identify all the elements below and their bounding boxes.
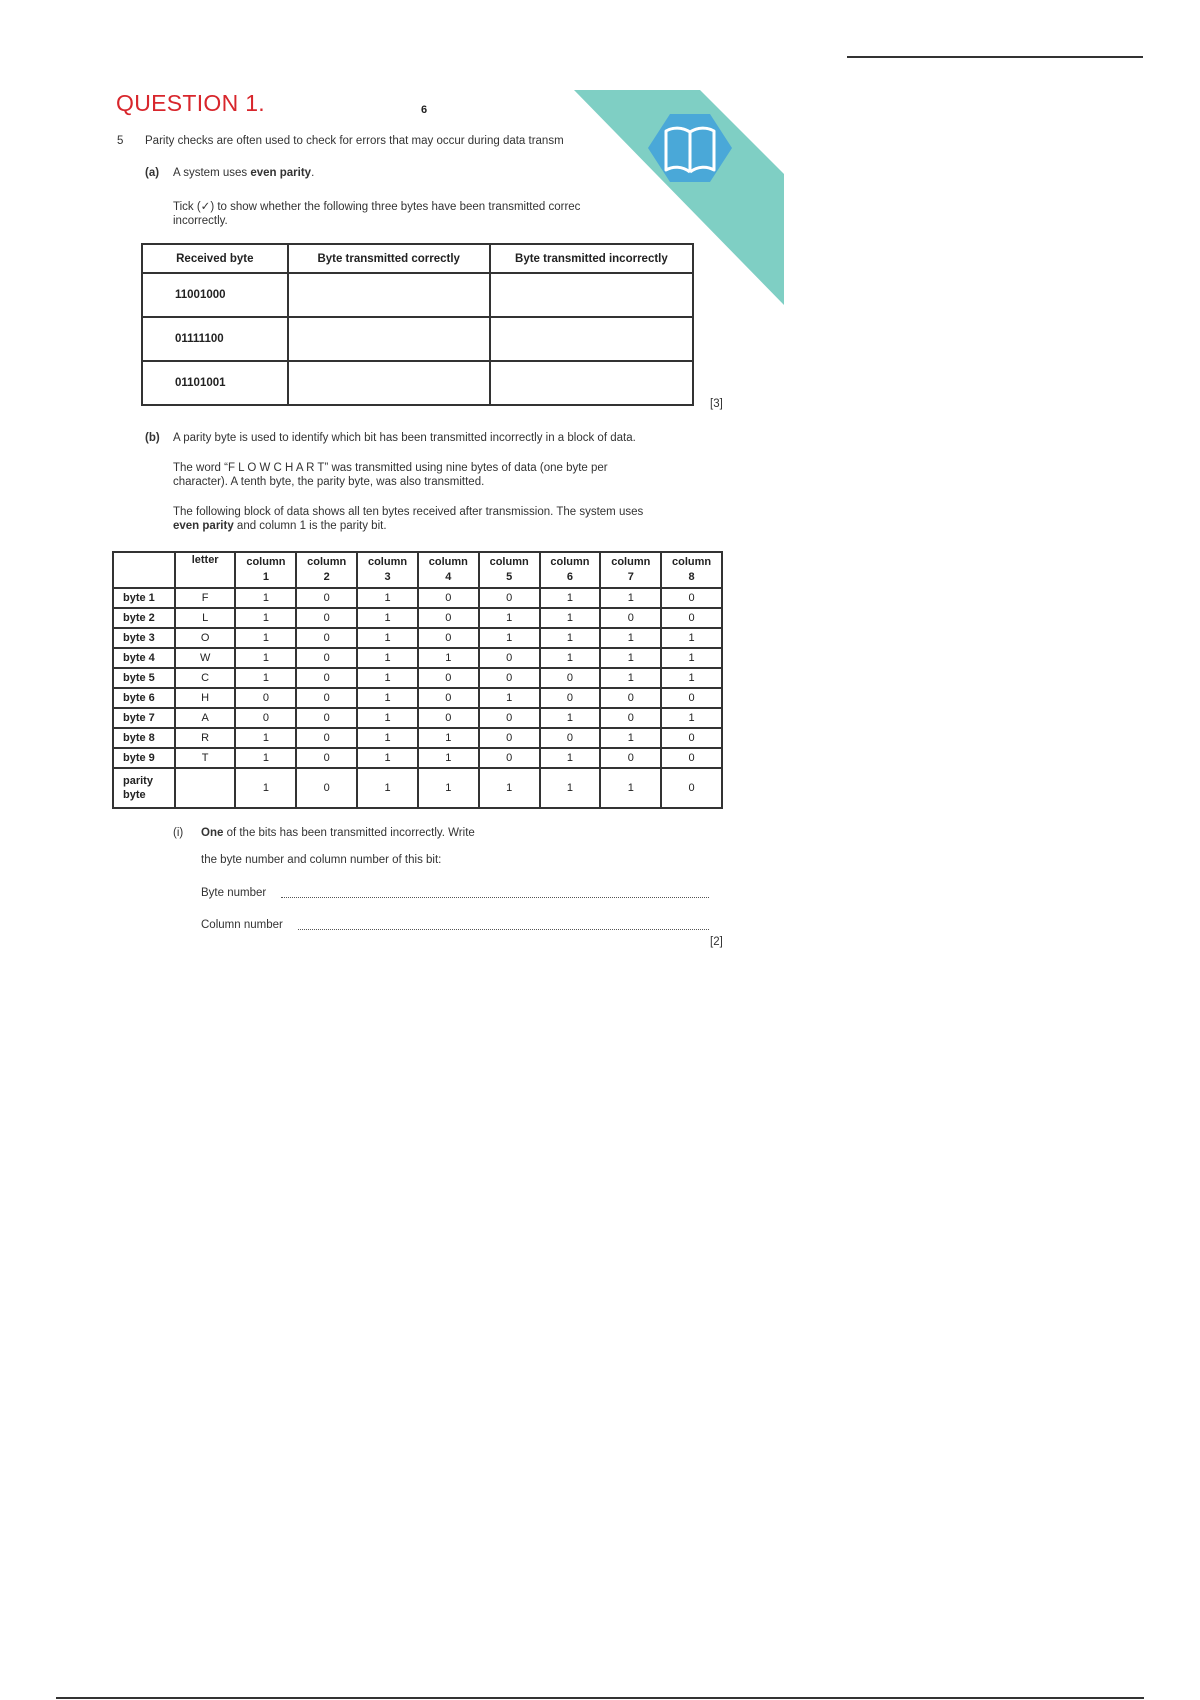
bit-cell: 0 <box>479 648 540 668</box>
bit-cell: 1 <box>479 688 540 708</box>
bit-cell: 0 <box>600 608 661 628</box>
column-number: 6 <box>566 571 574 583</box>
bit-cell: 1 <box>661 628 722 648</box>
bit-cell: 1 <box>235 668 296 688</box>
tick-cell-correct[interactable] <box>288 361 490 405</box>
bit-cell: 1 <box>235 628 296 648</box>
part-b-para1-line1: The word “F L O W C H A R T” was transmitted using nine bytes of data (one byte per <box>173 462 608 474</box>
bit-cell: 0 <box>418 628 479 648</box>
byte-label: byte 2 <box>113 608 175 628</box>
bit-cell: 1 <box>540 648 601 668</box>
letter-cell: W <box>175 648 236 668</box>
column-number: 4 <box>445 571 452 583</box>
part-b-i-line1: One of the bits has been transmitted incorrectly. Write <box>201 827 475 839</box>
part-b-i-line2: the byte number and column number of this bit: <box>201 854 442 866</box>
bit-cell: 1 <box>661 648 722 668</box>
bit-cell: 1 <box>600 668 661 688</box>
column-word: column <box>307 556 347 568</box>
byte-label: byte 7 <box>113 708 175 728</box>
bit-cell: 0 <box>479 708 540 728</box>
parity-bit-cell: 1 <box>479 768 540 808</box>
part-b-para2-line1: The following block of data shows all ten bytes received after transmission. The system uses <box>173 506 644 518</box>
column-number: 7 <box>627 571 634 583</box>
tick-cell-correct[interactable] <box>288 273 490 317</box>
bit-cell: 0 <box>418 668 479 688</box>
bit-cell: 0 <box>296 688 357 708</box>
table-row <box>113 608 722 628</box>
bit-cell: 0 <box>296 748 357 768</box>
bit-cell: 1 <box>357 628 418 648</box>
tick-cell-correct[interactable] <box>288 317 490 361</box>
header-column-5 <box>479 552 540 588</box>
byte-label: byte 9 <box>113 748 175 768</box>
letter-cell: O <box>175 628 236 648</box>
column-word: column <box>672 556 712 568</box>
bit-cell: 1 <box>661 708 722 728</box>
header-blank <box>113 552 175 588</box>
page-number: 6 <box>421 104 428 116</box>
column-word: column <box>367 556 408 568</box>
bit-cell: 0 <box>661 688 722 708</box>
table-row <box>142 361 693 405</box>
bit-cell: 1 <box>357 708 418 728</box>
part-b-label: (b) <box>145 432 160 444</box>
bit-cell: 0 <box>296 668 357 688</box>
bit-cell: 0 <box>418 688 479 708</box>
bit-cell: 1 <box>235 588 296 608</box>
bit-cell: 1 <box>418 648 479 668</box>
byte-label: byte 5 <box>113 668 175 688</box>
byte-label: byte 3 <box>113 628 175 648</box>
table-row <box>113 588 722 608</box>
column-number: 3 <box>384 571 391 583</box>
table-row <box>113 728 722 748</box>
bit-cell: 0 <box>479 668 540 688</box>
bit-cell: 0 <box>479 728 540 748</box>
part-b-i-label: (i) <box>173 827 184 839</box>
letter-cell: C <box>175 668 236 688</box>
bit-cell: 0 <box>296 708 357 728</box>
transmission-data-table <box>112 551 723 809</box>
bit-cell: 1 <box>540 708 601 728</box>
table-row <box>113 748 722 768</box>
header-column-6 <box>540 552 601 588</box>
parity-bit-cell: 0 <box>296 768 357 808</box>
bit-cell: 1 <box>357 748 418 768</box>
bit-cell: 1 <box>357 668 418 688</box>
letter-cell: A <box>175 708 236 728</box>
question-number: 5 <box>117 135 124 147</box>
table-row <box>113 688 722 708</box>
table-row <box>113 628 722 648</box>
letter-cell: R <box>175 728 236 748</box>
bit-cell: 0 <box>661 728 722 748</box>
bit-cell: 1 <box>600 728 661 748</box>
parity-label-line1: parity <box>123 775 153 787</box>
bit-cell: 0 <box>600 708 661 728</box>
bit-cell: 1 <box>418 748 479 768</box>
bit-cell: 0 <box>661 588 722 608</box>
header-column-1 <box>235 552 296 588</box>
bit-cell: 1 <box>479 628 540 648</box>
bit-cell: 0 <box>479 588 540 608</box>
bit-cell: 0 <box>296 588 357 608</box>
bit-cell: 0 <box>479 748 540 768</box>
bit-cell: 1 <box>540 748 601 768</box>
bit-cell: 1 <box>235 728 296 748</box>
bit-cell: 0 <box>418 708 479 728</box>
part-b-para1-line2: character). A tenth byte, the parity byte, was also transmitted. <box>173 476 485 488</box>
bit-cell: 0 <box>235 688 296 708</box>
byte-number-label: Byte number <box>201 887 267 899</box>
parity-byte-row <box>113 768 722 808</box>
table-row <box>113 648 722 668</box>
letter-cell: H <box>175 688 236 708</box>
table-row <box>113 708 722 728</box>
tick-cell-incorrect[interactable] <box>490 273 693 317</box>
footer-rule <box>56 1697 1144 1699</box>
bit-cell: 1 <box>661 668 722 688</box>
header-letter: letter <box>175 552 236 588</box>
parity-bit-cell: 1 <box>235 768 296 808</box>
bit-cell: 0 <box>540 728 601 748</box>
header-rule <box>847 56 1143 58</box>
column-word: column <box>550 556 590 568</box>
question-intro: Parity checks are often used to check for errors that may occur during data transm <box>145 135 564 147</box>
bit-cell: 0 <box>540 688 601 708</box>
header-column-4 <box>418 552 479 588</box>
column-number-answer-line[interactable] <box>298 929 709 930</box>
header-column-7 <box>600 552 661 588</box>
column-number: 2 <box>323 571 330 583</box>
part-a-label: (a) <box>145 167 160 179</box>
bit-cell: 0 <box>661 748 722 768</box>
parity-byte-label <box>113 768 175 808</box>
received-byte: 11001000 <box>142 273 288 317</box>
bit-cell: 0 <box>296 648 357 668</box>
column-word: column <box>246 556 286 568</box>
bit-cell: 0 <box>418 608 479 628</box>
parity-bit-cell: 1 <box>418 768 479 808</box>
byte-label: byte 6 <box>113 688 175 708</box>
bit-cell: 0 <box>540 668 601 688</box>
header-column-3 <box>357 552 418 588</box>
received-byte: 01101001 <box>142 361 288 405</box>
letter-cell: F <box>175 588 236 608</box>
column-word: column <box>611 556 651 568</box>
part-b-i-marks: [2] <box>710 936 723 948</box>
part-b-text: A parity byte is used to identify which bit has been transmitted incorrectly in a block of data. <box>173 432 636 444</box>
part-b-para2-line2: even parity and column 1 is the parity bit. <box>173 520 387 532</box>
bit-cell: 1 <box>540 628 601 648</box>
bit-cell: 1 <box>235 608 296 628</box>
bit-cell: 0 <box>600 688 661 708</box>
bit-cell: 1 <box>540 588 601 608</box>
bit-cell: 0 <box>296 608 357 628</box>
byte-number-answer-line[interactable] <box>281 897 709 898</box>
bit-cell: 0 <box>661 608 722 628</box>
parity-label-line2: byte <box>123 789 146 801</box>
part-a-text: A system uses even parity. <box>173 167 315 179</box>
header-column-2 <box>296 552 357 588</box>
bit-cell: 1 <box>357 588 418 608</box>
bit-cell: 1 <box>540 608 601 628</box>
bit-cell: 1 <box>235 648 296 668</box>
byte-label: byte 4 <box>113 648 175 668</box>
part-a-instruction-2: incorrectly. <box>173 215 228 227</box>
tick-cell-incorrect[interactable] <box>490 317 693 361</box>
column-number-label: Column number <box>201 919 283 931</box>
received-byte: 01111100 <box>142 317 288 361</box>
header-correct: Byte transmitted correctly <box>288 244 490 273</box>
part-a-instruction-1: Tick (✓) to show whether the following three bytes have been transmitted correc <box>173 201 581 213</box>
bit-cell: 1 <box>357 648 418 668</box>
parity-bit-cell: 1 <box>540 768 601 808</box>
byte-label: byte 8 <box>113 728 175 748</box>
table-header-row <box>142 244 693 273</box>
header-incorrect: Byte transmitted incorrectly <box>490 244 693 273</box>
table-row <box>142 317 693 361</box>
parity-bit-cell: 0 <box>661 768 722 808</box>
parity-check-table <box>141 243 694 406</box>
bit-cell: 1 <box>600 628 661 648</box>
bit-cell: 0 <box>296 728 357 748</box>
bit-cell: 1 <box>600 648 661 668</box>
table-header-row <box>113 552 722 588</box>
bit-cell: 1 <box>235 748 296 768</box>
parity-letter-cell <box>175 768 236 808</box>
parity-bit-cell: 1 <box>600 768 661 808</box>
tick-cell-incorrect[interactable] <box>490 361 693 405</box>
bit-cell: 1 <box>357 728 418 748</box>
header-column-8 <box>661 552 722 588</box>
bit-cell: 0 <box>296 628 357 648</box>
bit-cell: 1 <box>600 588 661 608</box>
column-number: 5 <box>506 571 513 583</box>
bit-cell: 1 <box>357 688 418 708</box>
header-received-byte: Received byte <box>142 244 288 273</box>
letter-cell: T <box>175 748 236 768</box>
bit-cell: 0 <box>235 708 296 728</box>
bit-cell: 1 <box>479 608 540 628</box>
question-title: QUESTION 1. <box>116 90 265 116</box>
part-a-marks: [3] <box>710 398 723 410</box>
table-row <box>113 668 722 688</box>
column-number: 8 <box>688 571 695 583</box>
column-word: column <box>489 556 529 568</box>
bit-cell: 0 <box>600 748 661 768</box>
letter-cell: L <box>175 608 236 628</box>
bit-cell: 1 <box>418 728 479 748</box>
parity-bit-cell: 1 <box>357 768 418 808</box>
byte-label: byte 1 <box>113 588 175 608</box>
bit-cell: 0 <box>418 588 479 608</box>
column-number: 1 <box>262 571 269 583</box>
table-row <box>142 273 693 317</box>
column-word: column <box>428 556 468 568</box>
bit-cell: 1 <box>357 608 418 628</box>
